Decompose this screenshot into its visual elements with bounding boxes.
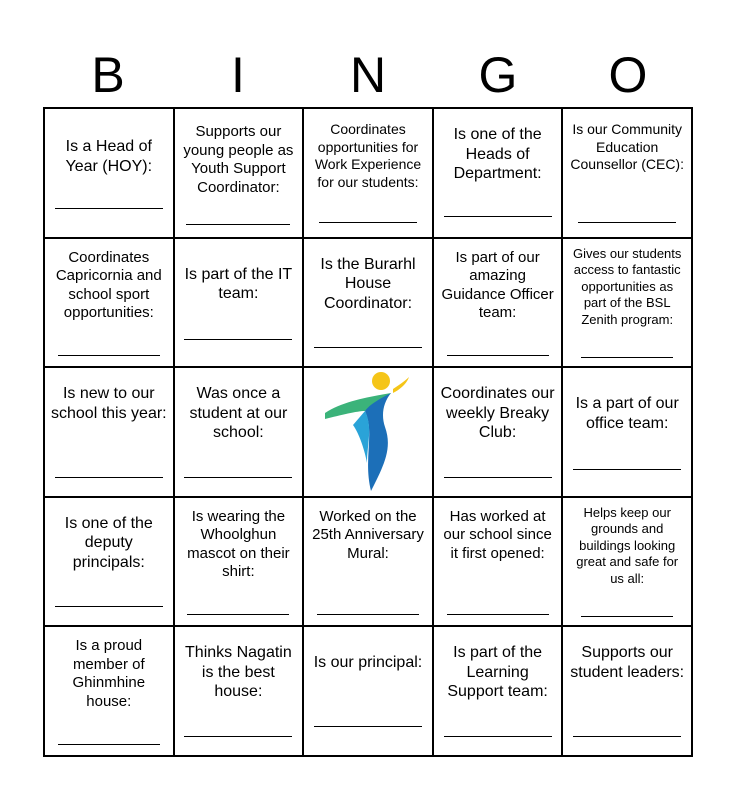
answer-line[interactable] (581, 616, 673, 617)
bingo-cell[interactable] (174, 626, 304, 756)
bingo-cell[interactable] (562, 367, 692, 497)
answer-line[interactable] (184, 736, 292, 737)
cell-prompt: Is new to our school this year: (51, 385, 167, 422)
bingo-header (43, 44, 693, 106)
answer-line[interactable] (581, 357, 673, 358)
cell-prompt: Is a Head of Year (HOY): (65, 138, 153, 175)
bingo-cell[interactable] (433, 108, 563, 238)
bingo-cell[interactable] (174, 497, 304, 627)
cell-prompt: Coordinates opportunities for Work Experience for our students: (314, 121, 422, 190)
bingo-cell[interactable] (44, 497, 174, 627)
cell-prompt: Worked on the 25th Anniversary Mural: (312, 507, 424, 562)
bingo-card (43, 107, 693, 757)
bingo-cell[interactable] (44, 367, 174, 497)
cell-prompt: Is our principal: (313, 654, 423, 672)
answer-line[interactable] (184, 477, 292, 478)
cell-prompt: Is one of the deputy principals: (64, 514, 153, 571)
school-logo-icon (323, 371, 413, 493)
cell-prompt: Is a proud member of Ghinmhine house: (72, 637, 146, 710)
answer-line[interactable] (187, 614, 289, 615)
answer-line[interactable] (573, 736, 681, 737)
cell-prompt: Is a part of our office team: (575, 395, 679, 432)
bingo-cell[interactable] (433, 626, 563, 756)
answer-line[interactable] (444, 736, 552, 737)
bingo-cell[interactable] (433, 238, 563, 368)
bingo-cell[interactable] (44, 108, 174, 238)
answer-line[interactable] (444, 477, 552, 478)
answer-line[interactable] (319, 222, 417, 223)
bingo-cell[interactable] (562, 626, 692, 756)
cell-prompt: Is part of the IT team: (184, 265, 293, 303)
bingo-cell[interactable] (174, 108, 304, 238)
header-letter: I (231, 47, 245, 103)
cell-prompt: Is the Burarhl House Coordinator: (320, 255, 416, 312)
cell-prompt: Was once a student at our school: (189, 385, 288, 442)
answer-line[interactable] (55, 477, 163, 478)
answer-line[interactable] (444, 216, 552, 217)
bingo-cell[interactable] (44, 626, 174, 756)
answer-line[interactable] (447, 614, 549, 615)
cell-prompt: Is part of our amazing Guidance Officer team: (441, 248, 554, 322)
header-letter: O (608, 47, 648, 103)
bingo-cell[interactable] (303, 108, 433, 238)
cell-prompt: Is our Community Education Counsellor (CEC): (570, 121, 684, 172)
answer-line[interactable] (314, 347, 422, 348)
answer-line[interactable] (184, 339, 292, 340)
cell-prompt: Coordinates Capricornia and school sport opportunities: (55, 248, 162, 322)
bingo-cell[interactable] (303, 626, 433, 756)
free-space[interactable] (303, 367, 433, 497)
cell-prompt: Thinks Nagatin is the best house: (185, 644, 292, 701)
bingo-cell[interactable] (562, 238, 692, 368)
cell-prompt: Coordinates our weekly Breaky Club: (440, 385, 555, 442)
answer-line[interactable] (447, 355, 549, 356)
cell-prompt: Helps keep our grounds and buildings looking great and safe for us all: (576, 504, 679, 586)
answer-line[interactable] (58, 744, 160, 745)
answer-line[interactable] (573, 469, 681, 470)
cell-prompt: Is part of the Learning Support team: (447, 644, 548, 701)
bingo-cell[interactable] (303, 238, 433, 368)
header-letter: G (478, 47, 518, 103)
cell-prompt: Is wearing the Whoolghun mascot on their shirt: (187, 507, 290, 581)
bingo-cell[interactable] (433, 367, 563, 497)
header-letter: N (349, 47, 387, 103)
bingo-cell[interactable] (174, 238, 304, 368)
cell-prompt: Supports our young people as Youth Support Coordinator: (183, 123, 294, 196)
header-letter: B (91, 47, 125, 103)
answer-line[interactable] (578, 222, 676, 223)
answer-line[interactable] (314, 726, 422, 727)
answer-line[interactable] (55, 606, 163, 607)
answer-line[interactable] (55, 208, 163, 209)
bingo-cell[interactable] (44, 238, 174, 368)
answer-line[interactable] (58, 355, 160, 356)
bingo-cell[interactable] (174, 367, 304, 497)
bingo-cell[interactable] (303, 497, 433, 627)
answer-line[interactable] (317, 614, 419, 615)
cell-prompt: Has worked at our school since it first opened: (443, 507, 552, 562)
answer-line[interactable] (186, 224, 290, 225)
bingo-cell[interactable] (562, 497, 692, 627)
bingo-cell[interactable] (433, 497, 563, 627)
cell-prompt: Gives our students access to fantastic opportunities as part of the BSL Zenith program: (573, 245, 682, 327)
bingo-cell[interactable] (562, 108, 692, 238)
cell-prompt: Supports our student leaders: (570, 644, 685, 681)
cell-prompt: Is one of the Heads of Department: (453, 126, 542, 182)
